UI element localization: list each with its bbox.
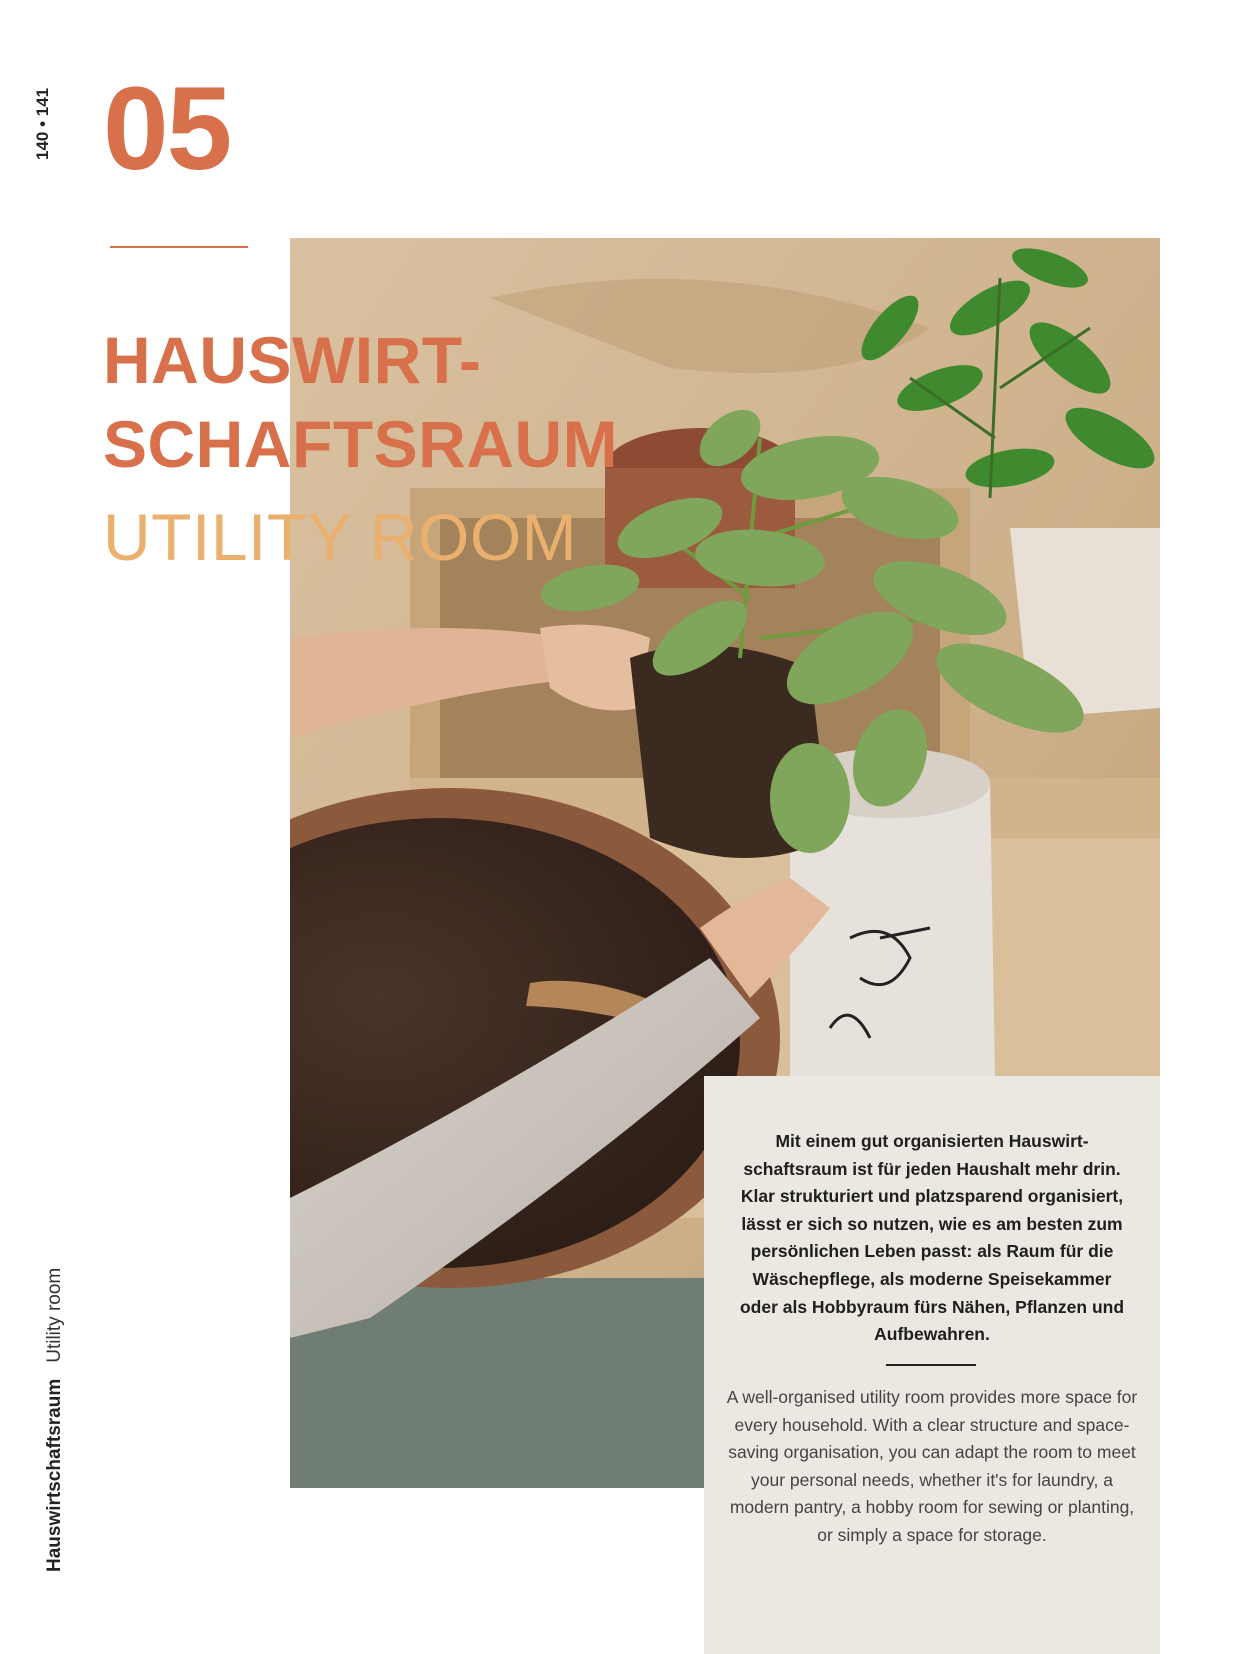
title-english: UTILITY ROOM	[103, 500, 578, 574]
title-german: HAUSWIRT- SCHAFTSRAUM	[103, 323, 619, 481]
intro-text-box	[704, 1076, 1160, 1654]
side-label-english: Utility room	[44, 1267, 65, 1363]
side-label-german: Hauswirtschaftsraum	[44, 1378, 65, 1572]
page-numbers: 140 • 141	[33, 87, 52, 160]
intro-divider	[886, 1364, 976, 1366]
title-divider	[110, 246, 248, 248]
intro-text-english: A well-organised utility room provides more space for every household. With a clear structure and space-saving organisation, you can adapt the room to meet your personal needs, whether it's for laundry, a modern pantry, a hobby room for sewing or planting, or simply a space for storage.	[726, 1387, 1138, 1545]
chapter-number: 05	[103, 63, 231, 195]
side-running-title	[42, 1268, 68, 1572]
intro-text-german: Mit einem gut organisierten Hauswirt-schaftsraum ist für jeden Haushalt mehr drin. Klar strukturiert und platzsparend organisiert, lässt er sich so nutzen, wie es am besten zum persönlichen Leben passt: als Raum für die Wäschepflege, als moderne Speisekammer oder als Hobbyraum fürs Nähen, Pflanzen und Aufbewahren.	[739, 1131, 1125, 1345]
